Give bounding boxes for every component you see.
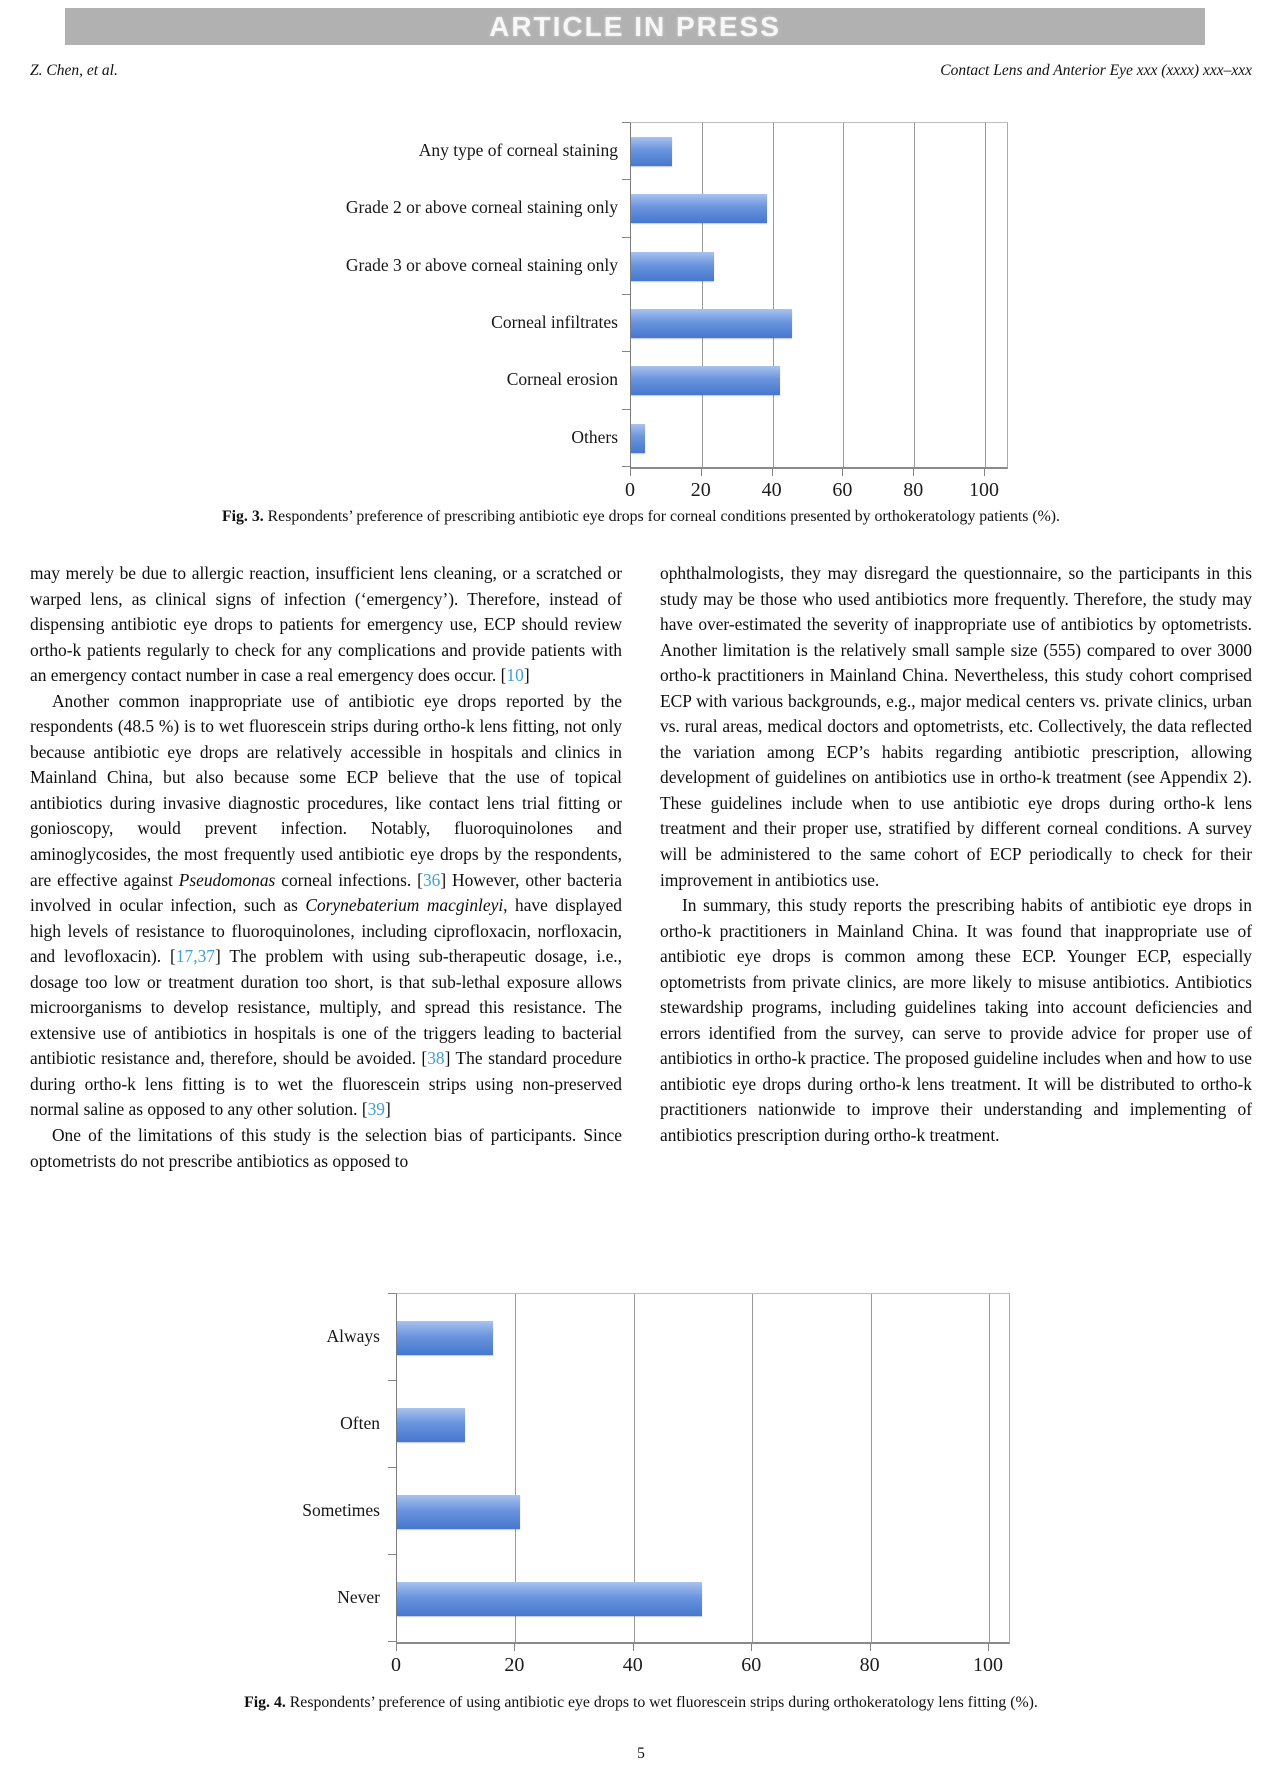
figure-4-caption-label: Fig. 4.: [244, 1694, 286, 1711]
y-axis-tick: [622, 237, 630, 238]
x-axis-tick: [633, 1644, 634, 1651]
body-text-left-column: [30, 561, 622, 1174]
x-axis-label: 0: [625, 478, 635, 501]
x-axis-tick: [870, 1644, 871, 1651]
x-axis-tick: [630, 469, 631, 476]
gridline: [871, 1294, 872, 1642]
reference-link[interactable]: 17,37: [175, 946, 215, 967]
figure-3-caption: [0, 508, 1282, 526]
text-run: Another common inappropriate use of antibiotic eye drops reported by the respondents (48.5 %) is to wet fluorescein strips during ortho-k lens fitting, not only because antibiotic eye drops are relatively accessible in hospitals and clinics in Mainland China, but also because some ECP believe that the use of topical antibiotics during invasive diagnostic procedures, like contact lens trial fitting or gonioscopy, would prevent infection. Notably, fluoroquinolones and aminoglycosides, the most frequently used antibiotic eye drops by the respondents, are effective against: [30, 690, 622, 890]
x-axis-label: 40: [622, 1654, 643, 1676]
reference-link[interactable]: 36: [422, 869, 441, 890]
category-label: Often: [340, 1413, 380, 1433]
x-axis-label: 80: [903, 478, 924, 501]
figure-3-caption-text: Respondents’ preference of prescribing antibiotic eye drops for corneal conditions presented by orthokeratology patients (%).: [267, 508, 1060, 525]
body-text-right-column: [660, 561, 1252, 1149]
y-axis-tick: [388, 1554, 396, 1555]
bar: [631, 424, 645, 453]
x-axis-label: 80: [859, 1654, 880, 1676]
y-axis-tick: [622, 294, 630, 295]
figure-4-caption-text: Respondents’ preference of using antibiotic eye drops to wet fluorescein strips during orthokeratology lens fitting (%).: [289, 1694, 1038, 1711]
text-run: ] However, other bacteria involved in ocular infection, such as: [30, 869, 622, 916]
bar: [631, 366, 780, 395]
y-axis-tick: [388, 1293, 396, 1294]
text-run: In summary, this study reports the prescribing habits of antibiotic eye drops in ortho-k practitioners in Mainland China. It was found that inappropriate use of antibiotic eye drops is common among these ECP. Younger ECP, especially optometrists from private clinics, are more likely to misuse antibiotics. Antibiotics stewardship programs, including guidelines taking into account deficiencies and errors identified from the survey, can serve to provide advice for proper use of antibiotics in ortho-k practice. The proposed guideline includes when and how to use antibiotic eye drops during ortho-k lens treatment. It will be distributed to ortho-k practitioners nationwide to improve their understanding and implementing of antibiotics prescription during ortho-k treatment.: [660, 895, 1252, 1146]
x-axis-tick: [751, 1644, 752, 1651]
y-axis-tick: [388, 1380, 396, 1381]
y-axis-tick: [622, 179, 630, 180]
category-label: Any type of corneal staining: [418, 140, 618, 161]
x-axis-tick: [701, 469, 702, 476]
text-run: ]: [385, 1099, 391, 1120]
x-axis-label: 40: [761, 478, 782, 501]
category-label: Grade 2 or above corneal staining only: [345, 197, 618, 218]
figure-3-caption-label: Fig. 3.: [222, 508, 264, 525]
text-run: ophthalmologists, they may disregard the questionnaire, so the participants in this study may be those who used antibiotics more frequently. Therefore, the study may have over-estimated the severity of inappropriate use of antibiotics by optometrists. Another limitation is the relatively small sample size (555) compared to over 3000 ortho-k practitioners in Mainland China. Nevertheless, this study cohort comprised ECP with various backgrounds, e.g., major medical centers vs. private clinics, urban vs. rural areas, medical doctors and optometrists, etc. Collectively, the data reflected the variation among ECP’s habits regarding antibiotic prescription, allowing development of guidelines on antibiotics use in ortho-k treatment (see Appendix 2). These guidelines include when to use antibiotic eye drops during ortho-k lens treatment and their proper use, stratified by different corneal conditions. A survey will be administered to the same cohort of ECP periodically to check for their improvement in antibiotics use.: [660, 563, 1252, 890]
x-axis-label: 100: [973, 1654, 1003, 1676]
x-axis-label: 20: [504, 1654, 525, 1676]
x-axis-tick: [772, 469, 773, 476]
gridline: [843, 123, 844, 467]
paragraph: [30, 689, 622, 1123]
category-label: Others: [571, 426, 618, 447]
bar: [397, 1321, 493, 1355]
text-run: ] The standard procedure during ortho-k lens fitting is to wet the fluorescein strips using non-preserved normal saline as opposed to any other solution. [: [30, 1048, 623, 1120]
paragraph: [30, 561, 622, 689]
x-axis-label: 0: [391, 1654, 401, 1676]
text-run: have displayed high levels of resistance to fluoroquinolones, including ciprofloxacin, norfloxacin, and levofloxacin). [: [30, 895, 622, 967]
text-run: ]: [523, 665, 530, 686]
gridline: [914, 123, 915, 467]
y-axis-tick: [622, 122, 630, 123]
running-head-authors: Z. Chen, et al.: [30, 62, 118, 79]
category-label: Corneal infiltrates: [491, 312, 618, 333]
article-in-press-banner: ARTICLE IN PRESS: [65, 8, 1205, 45]
paragraph: [660, 561, 1252, 893]
plot-area: [396, 1293, 1010, 1644]
bar: [397, 1495, 520, 1529]
bar: [631, 252, 714, 281]
category-label: Grade 3 or above corneal staining only: [345, 254, 618, 275]
figure-3-bar-chart: [300, 122, 1010, 511]
figure-4-bar-chart: [230, 1293, 1012, 1686]
paragraph: [660, 893, 1252, 1148]
bar: [631, 309, 792, 338]
category-label: Always: [326, 1326, 380, 1346]
italic-term: Pseudomonas: [178, 869, 276, 890]
bar: [631, 137, 672, 166]
x-axis-tick: [514, 1644, 515, 1651]
category-labels: [300, 122, 618, 466]
text-run: corneal infections. [: [275, 869, 423, 890]
y-axis-tick: [388, 1467, 396, 1468]
x-axis-label: 60: [832, 478, 853, 501]
gridline: [773, 123, 774, 467]
y-axis-tick: [622, 409, 630, 410]
paragraph: [30, 1123, 622, 1174]
figure-4-caption: [0, 1694, 1282, 1712]
running-head-journal: Contact Lens and Anterior Eye xxx (xxxx) xxx–xxx: [940, 62, 1252, 79]
x-axis-label: 100: [969, 478, 999, 501]
plot-area: [630, 122, 1008, 469]
text-run: may merely be due to allergic reaction, insufficient lens cleaning, or a scratched or warped lens, as clinical signs of infection (‘emergency’). Therefore, instead of dispensing antibiotic eye drops to patients for emergency use, ECP should review ortho-k patients regularly to check for any complications and provide patients with an emergency contact number in case a real emergency does occur. [: [30, 563, 622, 686]
x-axis-tick: [984, 469, 985, 476]
page-number: 5: [637, 1745, 645, 1762]
x-axis-tick: [842, 469, 843, 476]
italic-term: Corynebaterium macginleyi,: [305, 895, 508, 916]
category-label: Never: [337, 1587, 380, 1607]
x-axis-tick: [913, 469, 914, 476]
bar: [397, 1582, 702, 1616]
x-axis-label: 20: [690, 478, 711, 501]
text-run: One of the limitations of this study is the selection bias of participants. Since optometrists do not prescribe antibiotics as opposed to: [30, 1125, 622, 1171]
y-axis-tick: [388, 1641, 396, 1642]
category-label: Corneal erosion: [506, 369, 618, 390]
bar: [397, 1408, 465, 1442]
y-axis-tick: [622, 466, 630, 467]
y-axis-tick: [622, 351, 630, 352]
reference-link[interactable]: 10: [506, 665, 524, 686]
gridline: [752, 1294, 753, 1642]
category-labels: [230, 1293, 380, 1641]
gridline: [702, 123, 703, 467]
reference-link[interactable]: 39: [367, 1099, 385, 1120]
x-axis-tick: [396, 1644, 397, 1651]
gridline: [985, 123, 986, 467]
gridline: [989, 1294, 990, 1642]
x-axis-label: 60: [741, 1654, 762, 1676]
text-run: ] The problem with using sub-therapeutic dosage, i.e., dosage too low or treatment duration too short, is that sub-lethal exposure allows microorganisms to develop resistance, multiply, and spread this resistance. The extensive use of antibiotics in hospitals is one of the triggers leading to bacterial antibiotic resistance and, therefore, should be avoided. [: [30, 946, 622, 1069]
category-label: Sometimes: [302, 1500, 380, 1520]
reference-link[interactable]: 38: [427, 1048, 445, 1069]
x-axis-tick: [988, 1644, 989, 1651]
bar: [631, 194, 767, 223]
